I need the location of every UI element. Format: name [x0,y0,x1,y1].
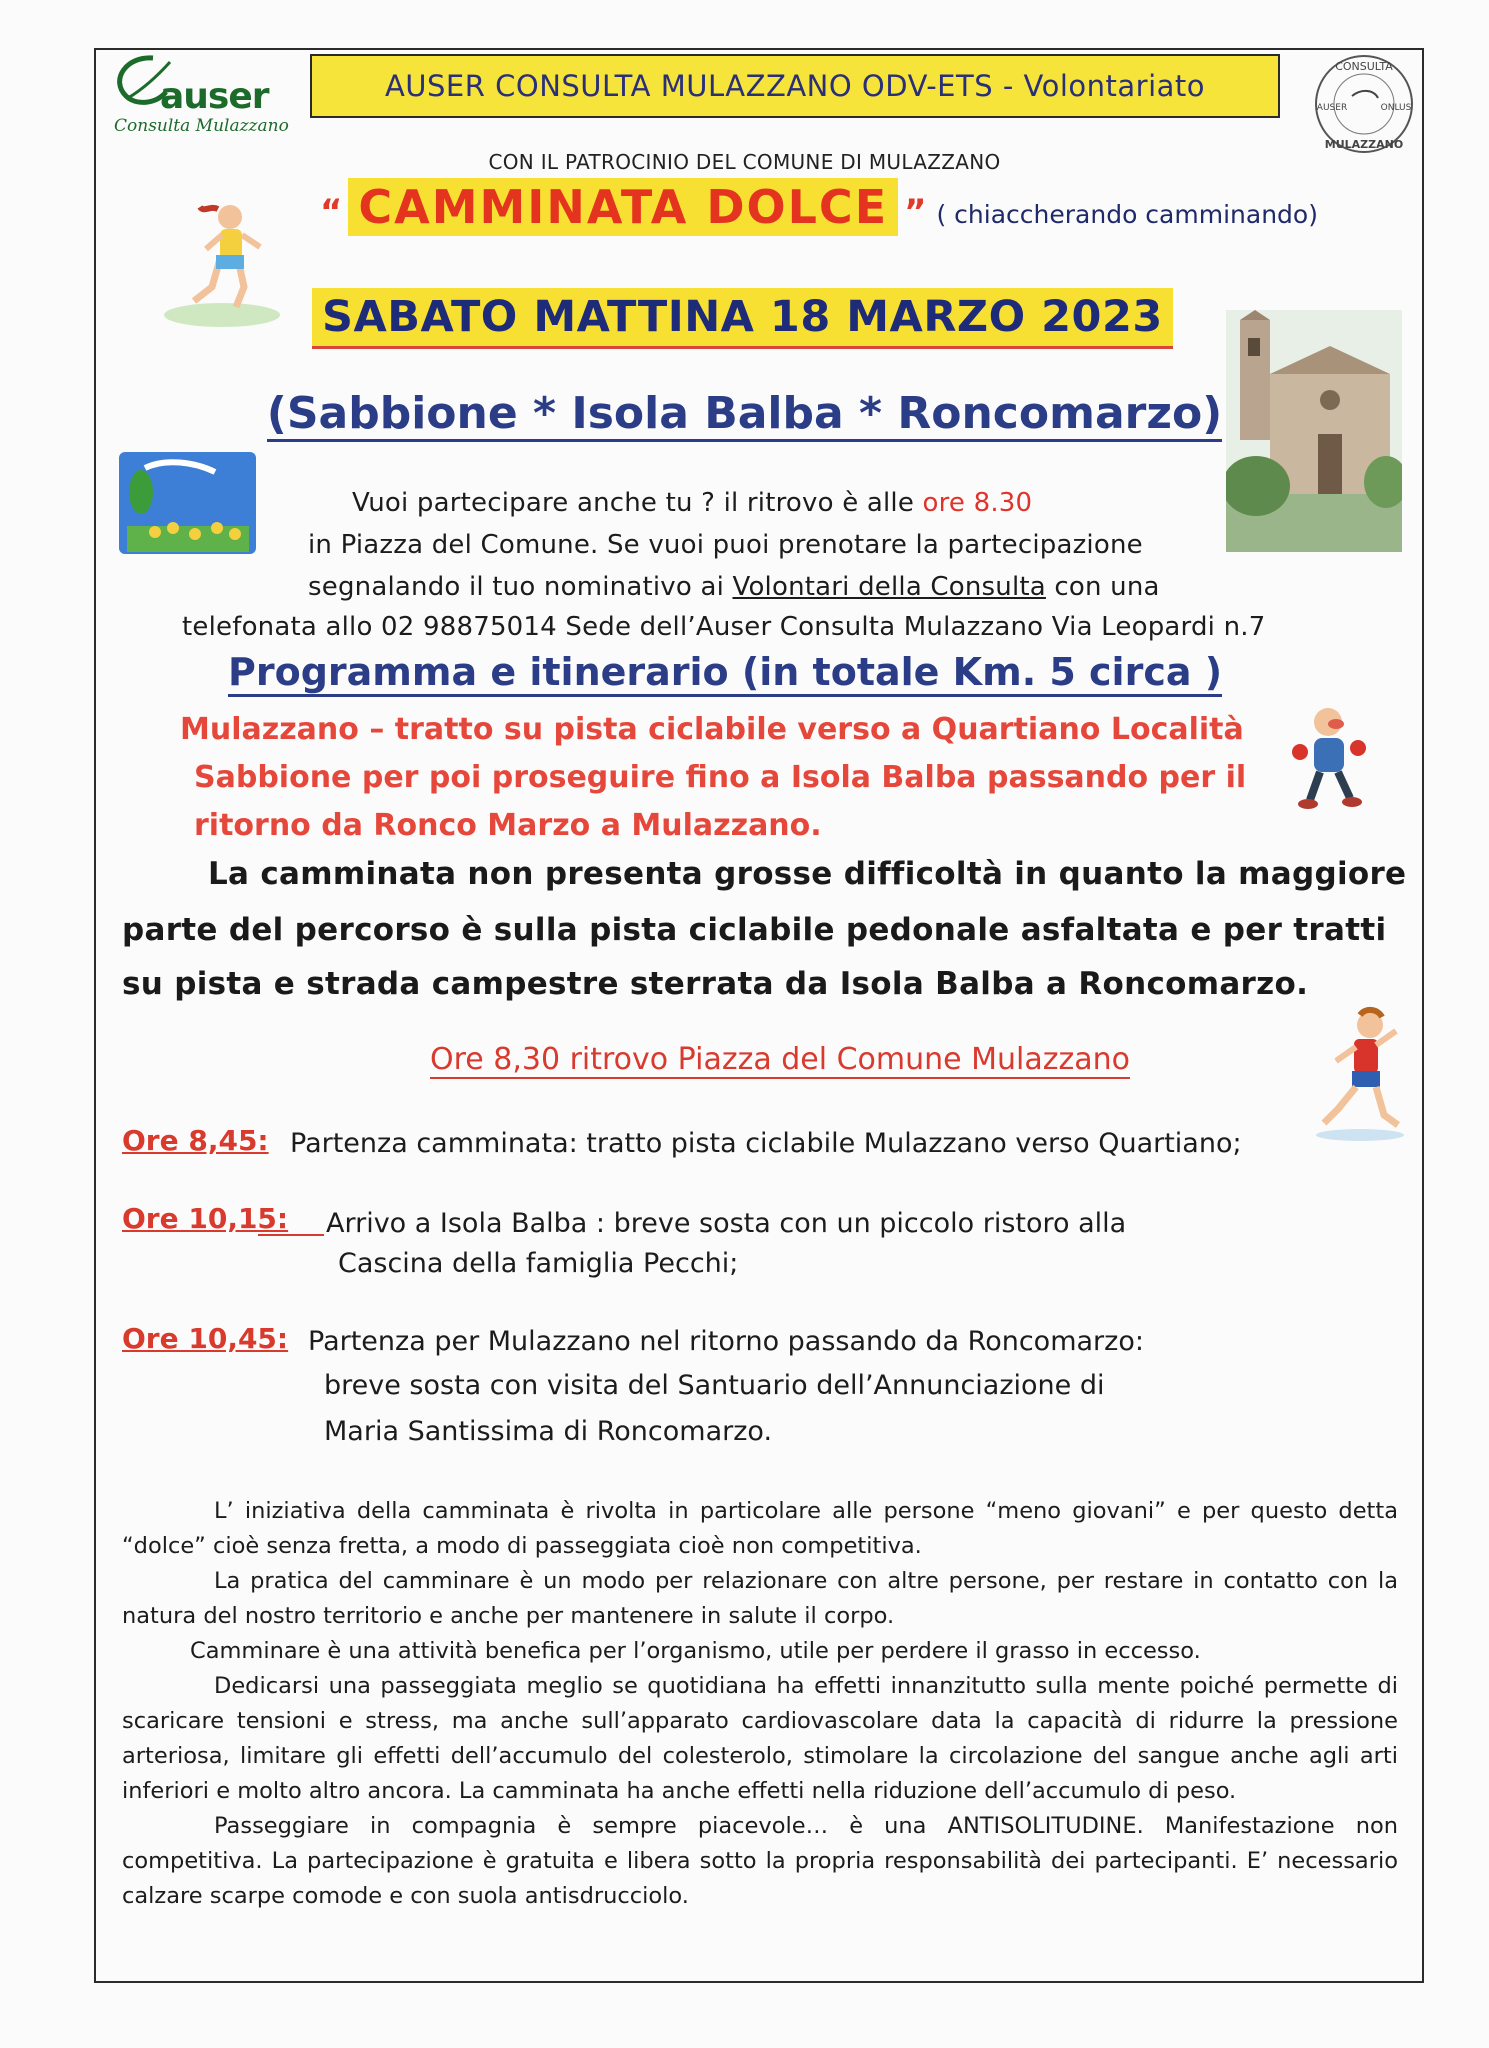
schedule-2-line-1: Arrivo a Isola Balba : breve sosta con un piccolo ristoro alla [326,1208,1127,1239]
landscape-illustration [115,448,260,558]
logo-subtitle: Consulta Mulazzano [114,116,289,136]
intro-line-4: telefonata allo 02 98875014 Sede dell’Auser Consulta Mulazzano Via Leopardi n.7 [182,612,1266,642]
title-open-quote: “ [320,192,343,232]
intro-line-3 [308,572,1160,602]
schedule-3-line-3: Maria Santissima di Roncomarzo. [324,1416,773,1447]
paragraph-1: L’ iniziativa della camminata è rivolta in particolare alle persone “meno giovani” e per questo detta “dolce” cioè senza fretta, a modo di passeggiata cioè non competitiva. [122,1498,1398,1559]
stamp-top-text: CONSULTA [1335,60,1393,73]
logo-word: auser [160,76,269,117]
meeting-heading [0,1042,1489,1077]
consulta-stamp [1312,52,1416,156]
itinerary-line-1: Mulazzano – tratto su pista ciclabile verso a Quartiano Località [180,712,1244,747]
difficulty-line-3: su pista e strada campestre sterrata da Isola Balba a Roncomarzo. [122,966,1309,1002]
program-heading-text: Programma e itinerario (in totale Km. 5 circa ) [228,650,1222,697]
schedule-1-line-1: Partenza camminata: tratto pista ciclabile Mulazzano verso Quartiano; [290,1128,1242,1159]
itinerary-line-3: ritorno da Ronco Marzo a Mulazzano. [194,808,822,843]
intro-line-3-end: con una [1045,572,1160,602]
stamp-left-text: AUSER [1316,103,1348,113]
schedule-time-1: Ore 8,45: [122,1124,269,1157]
schedule-3-line-2: breve sosta con visita del Santuario dell’Annunciazione di [324,1370,1105,1401]
itinerary-line-2: Sabbione per poi proseguire fino a Isola Balba passando per il [194,760,1247,795]
header-banner: AUSER CONSULTA MULAZZANO ODV-ETS - Volontariato [310,54,1280,118]
runner-man-illustration [1288,702,1368,812]
runner-boy-illustration [1310,1005,1410,1145]
volontari-consulta-link: Volontari della Consulta [732,572,1046,602]
title-text: CAMMINATA DOLCE [348,178,898,236]
schedule-3-line-1: Partenza per Mulazzano nel ritorno passando da Roncomarzo: [308,1326,1144,1357]
intro-line-2: in Piazza del Comune. Se vuoi puoi prenotare la partecipazione [308,530,1143,560]
meeting-heading-text: Ore 8,30 ritrovo Piazza del Comune Mulazzano [429,1042,1131,1077]
patrocinio-line: CON IL PATROCINIO DEL COMUNE DI MULAZZANO [488,150,1001,174]
intro-meeting-time: ore 8.30 [922,488,1033,518]
paragraph-4: Dedicarsi una passeggiata meglio se quotidiana ha effetti innanzitutto sulla mente poiché permette di scaricare tensioni e stress, ma anche sull’apparato cardiovascolare data la capacità di ridurre la pressione arteriosa, limitare gli effetti dell’accumulo del colesterolo, stimolare la circolazione del sangue anche agli arti inferiori e molto altro ancora. La camminata ha anche effetti nella riduzione dell’accumulo di peso. [122,1673,1398,1804]
stamp-right-text: ONLUS [1380,103,1412,113]
route-text: (Sabbione * Isola Balba * Roncomarzo) [267,388,1223,442]
stamp-seal-icon [1312,52,1416,156]
stamp-bottom-text: MULAZZANO [1324,138,1404,151]
runner-girl-illustration [160,195,290,330]
title-subtitle: ( chiaccherando camminando) [936,200,1318,229]
program-heading [228,650,1222,694]
schedule-2-line-2: Cascina della famiglia Pecchi; [338,1248,739,1279]
route-heading [0,388,1489,439]
paragraph-3: Camminare è una attività benefica per l’organismo, utile per perdere il grasso in eccesso. [190,1638,1201,1664]
title-close-quote: ” [904,192,927,232]
difficulty-line-1: La camminata non presenta grosse difficoltà in quanto la maggiore [208,856,1407,892]
event-title [320,178,1318,236]
schedule-time-2: Ore 10,15: [122,1202,289,1235]
intro-line-3-text: segnalando il tuo nominativo ai [308,572,733,602]
difficulty-line-2: parte del percorso è sulla pista ciclabile pedonale asfaltata e per tratti [122,912,1387,948]
event-date: SABATO MATTINA 18 MARZO 2023 [312,288,1173,349]
schedule-time-3: Ore 10,45: [122,1322,289,1355]
paragraph-5: Passeggiare in compagnia è sempre piacevole… è una ANTISOLITUDINE. Manifestazione non competitiva. La partecipazione è gratuita e libera sotto la propria responsabilità dei partecipanti. E’ necessario calzare scarpe comode e con suola antisdrucciolo. [122,1813,1398,1909]
paragraph-2: La pratica del camminare è un modo per relazionare con altre persone, per restare in contatto con la natura del nostro territorio e anche per mantenere in salute il corpo. [122,1568,1398,1629]
description-paragraphs [122,1494,1398,1914]
intro-line-1 [352,488,1032,518]
auser-logo [108,52,293,142]
schedule-time-2-underline [258,1234,324,1236]
intro-line-1-text: Vuoi partecipare anche tu ? il ritrovo è alle [352,488,923,518]
